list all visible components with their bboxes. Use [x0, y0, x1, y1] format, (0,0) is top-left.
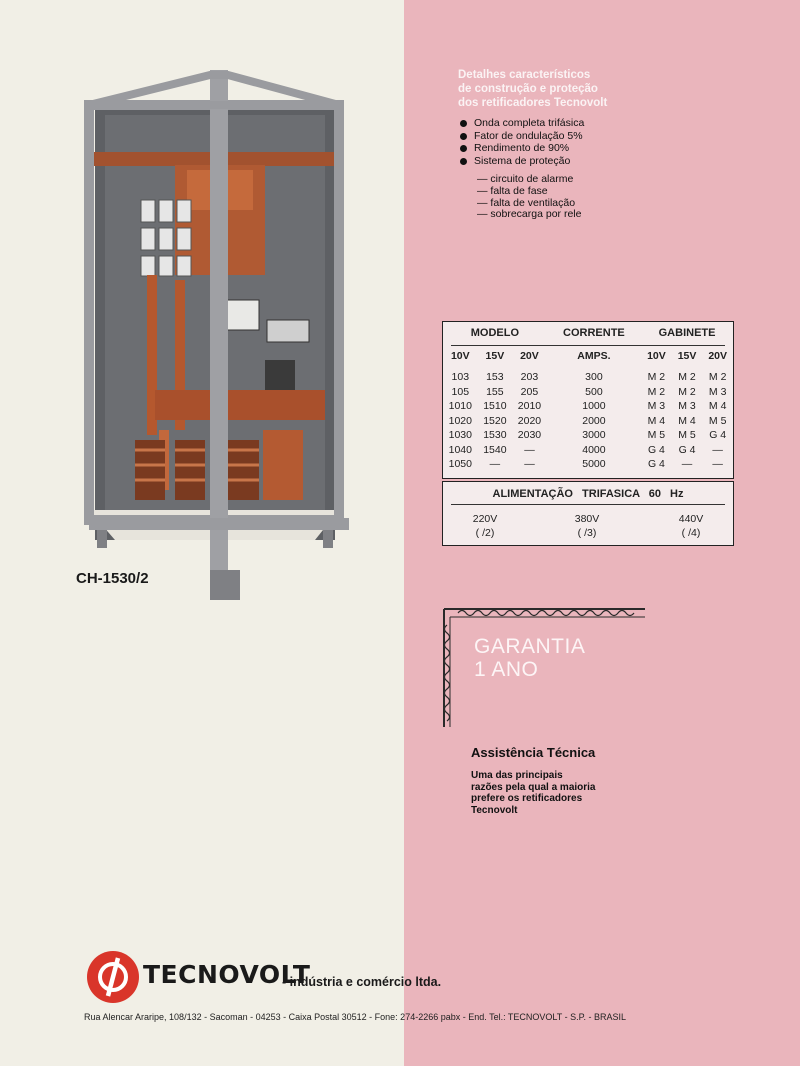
table-cell: — [524, 443, 535, 456]
table-cell: M 2 [647, 385, 666, 398]
power-divider [451, 504, 725, 505]
table-cell: 300 [585, 371, 603, 384]
product-caption: CH-1530/2 [76, 570, 149, 587]
table-cell: M 4 [647, 414, 666, 427]
details-title-line: de construção e proteção [458, 83, 598, 95]
rectifier-cabinet-photo [75, 70, 365, 610]
column-header: 20V [520, 350, 539, 362]
table-cell: 1520 [483, 414, 507, 427]
table-row [443, 414, 733, 429]
table-cell: M 5 [647, 429, 666, 442]
table-cell: M 4 [678, 414, 696, 427]
brand-name: TECNOVOLT [143, 960, 311, 989]
table-cell: M 3 [678, 400, 696, 413]
assistance-text [471, 770, 641, 816]
table-cell: 1510 [483, 400, 507, 413]
table-cell: 1040 [448, 443, 472, 456]
table-cell: 3000 [582, 429, 606, 442]
table-cell: 203 [520, 371, 539, 384]
feature-item: Fator de ondulação 5% [460, 130, 584, 143]
column-header: 10V [647, 350, 666, 362]
table-row [443, 399, 733, 414]
feature-list [460, 117, 584, 167]
feature-item: Onda completa trifásica [460, 117, 584, 130]
table-cell: G 4 [647, 443, 665, 456]
table-cell: 1020 [448, 414, 472, 427]
power-title: ALIMENTAÇÃO TRIFASICA 60 Hz [492, 488, 684, 500]
assistance-line: Tecnovolt [471, 804, 518, 816]
table-cell: M 5 [708, 414, 727, 427]
company-address: Rua Alencar Araripe, 108/132 - Sacoman - 04253 - Caixa Postal 30512 - Fone: 274-2266 pabx - End. Tel.: TECNOVOLT - S.P. - BRASIL [84, 1012, 626, 1022]
brand-tagline: - indústria e comércio ltda. [282, 975, 442, 989]
power-code: ( /2) [475, 527, 495, 539]
table-cell: 1530 [483, 429, 507, 442]
table-cell: 2010 [517, 400, 542, 413]
table-cell: 1540 [483, 443, 507, 456]
assistance-line: Uma das principais [471, 770, 563, 781]
feature-item: Rendimento de 90% [460, 142, 584, 155]
power-voltage: 380V [574, 513, 600, 525]
table-cell: 103 [451, 371, 470, 384]
table-cell: — [712, 443, 723, 456]
protection-item: — sobrecarga por rele [477, 209, 581, 221]
power-code: ( /4) [681, 527, 701, 539]
assistance-line: razões pela qual a maioria [471, 781, 596, 793]
column-header: 10V [450, 350, 470, 362]
power-supply-box [442, 481, 734, 546]
table-cell: G 4 [709, 429, 727, 442]
table-cell: M 2 [708, 371, 727, 384]
table-cell: M 2 [678, 371, 696, 384]
group-header-corrente: CORRENTE [563, 327, 625, 339]
table-cell: M 3 [708, 385, 727, 398]
table-cell: 1010 [448, 400, 472, 413]
table-cell: 105 [451, 385, 470, 398]
guarantee-text [474, 635, 585, 681]
table-cell: — [681, 458, 693, 471]
table-cell: 2000 [582, 414, 606, 427]
table-cell: M 3 [647, 400, 666, 413]
guarantee-line: 1 ANO [474, 658, 539, 681]
table-row [443, 443, 733, 458]
feature-item: Sistema de proteção [460, 155, 584, 168]
power-voltage: 220V [472, 513, 498, 525]
power-code: ( /3) [577, 527, 597, 539]
column-header: 20V [708, 350, 728, 362]
details-title-line: dos retificadores Tecnovolt [458, 97, 608, 109]
table-cell: G 4 [647, 458, 665, 471]
table-cell: G 4 [678, 443, 696, 456]
group-header-modelo: MODELO [470, 327, 519, 339]
assistance-line: prefere os retificadores [471, 793, 583, 804]
power-option [557, 512, 617, 540]
table-cell: M 4 [708, 400, 727, 413]
table-cell: M 5 [678, 429, 696, 442]
table-cell: 1030 [448, 429, 472, 442]
table-cell: 1050 [448, 458, 472, 471]
table-cell: 153 [486, 371, 504, 384]
table-cell: 1000 [582, 400, 606, 413]
power-option [455, 512, 515, 540]
table-cell: 500 [585, 385, 603, 398]
protection-item: — circuito de alarme [477, 174, 581, 186]
table-cell: — [712, 458, 723, 471]
column-header: AMPS. [577, 350, 611, 362]
table-cell: 5000 [582, 458, 606, 471]
protection-item: — falta de fase [477, 186, 581, 198]
protection-item: — falta de ventilação [477, 198, 581, 210]
table-cell: 4000 [582, 443, 606, 456]
table-cell: 205 [520, 385, 539, 398]
column-header: 15V [485, 350, 505, 362]
details-title-line: Detalhes característicos [458, 69, 591, 81]
table-divider [451, 345, 725, 346]
table-row [443, 370, 733, 385]
table-cell: 2020 [517, 414, 542, 427]
assistance-title: Assistência Técnica [471, 745, 596, 760]
power-option [661, 512, 721, 540]
column-header: 15V [677, 350, 697, 362]
group-header-gabinete: GABINETE [658, 327, 716, 339]
spec-table-box [442, 321, 734, 479]
table-row [443, 428, 733, 443]
table-row [443, 385, 733, 400]
table-cell: M 2 [647, 371, 666, 384]
table-cell: — [489, 458, 501, 471]
spec-table-body [443, 370, 733, 472]
table-cell: 155 [486, 385, 504, 398]
protection-list [477, 174, 581, 221]
tecnovolt-logo-icon [86, 950, 140, 1004]
details-title [458, 68, 678, 110]
table-cell: M 2 [678, 385, 696, 398]
table-row [443, 457, 733, 472]
table-cell: — [524, 458, 535, 471]
power-voltage: 440V [678, 513, 704, 525]
table-cell: 2030 [517, 429, 542, 442]
guarantee-line: GARANTIA [474, 635, 586, 658]
